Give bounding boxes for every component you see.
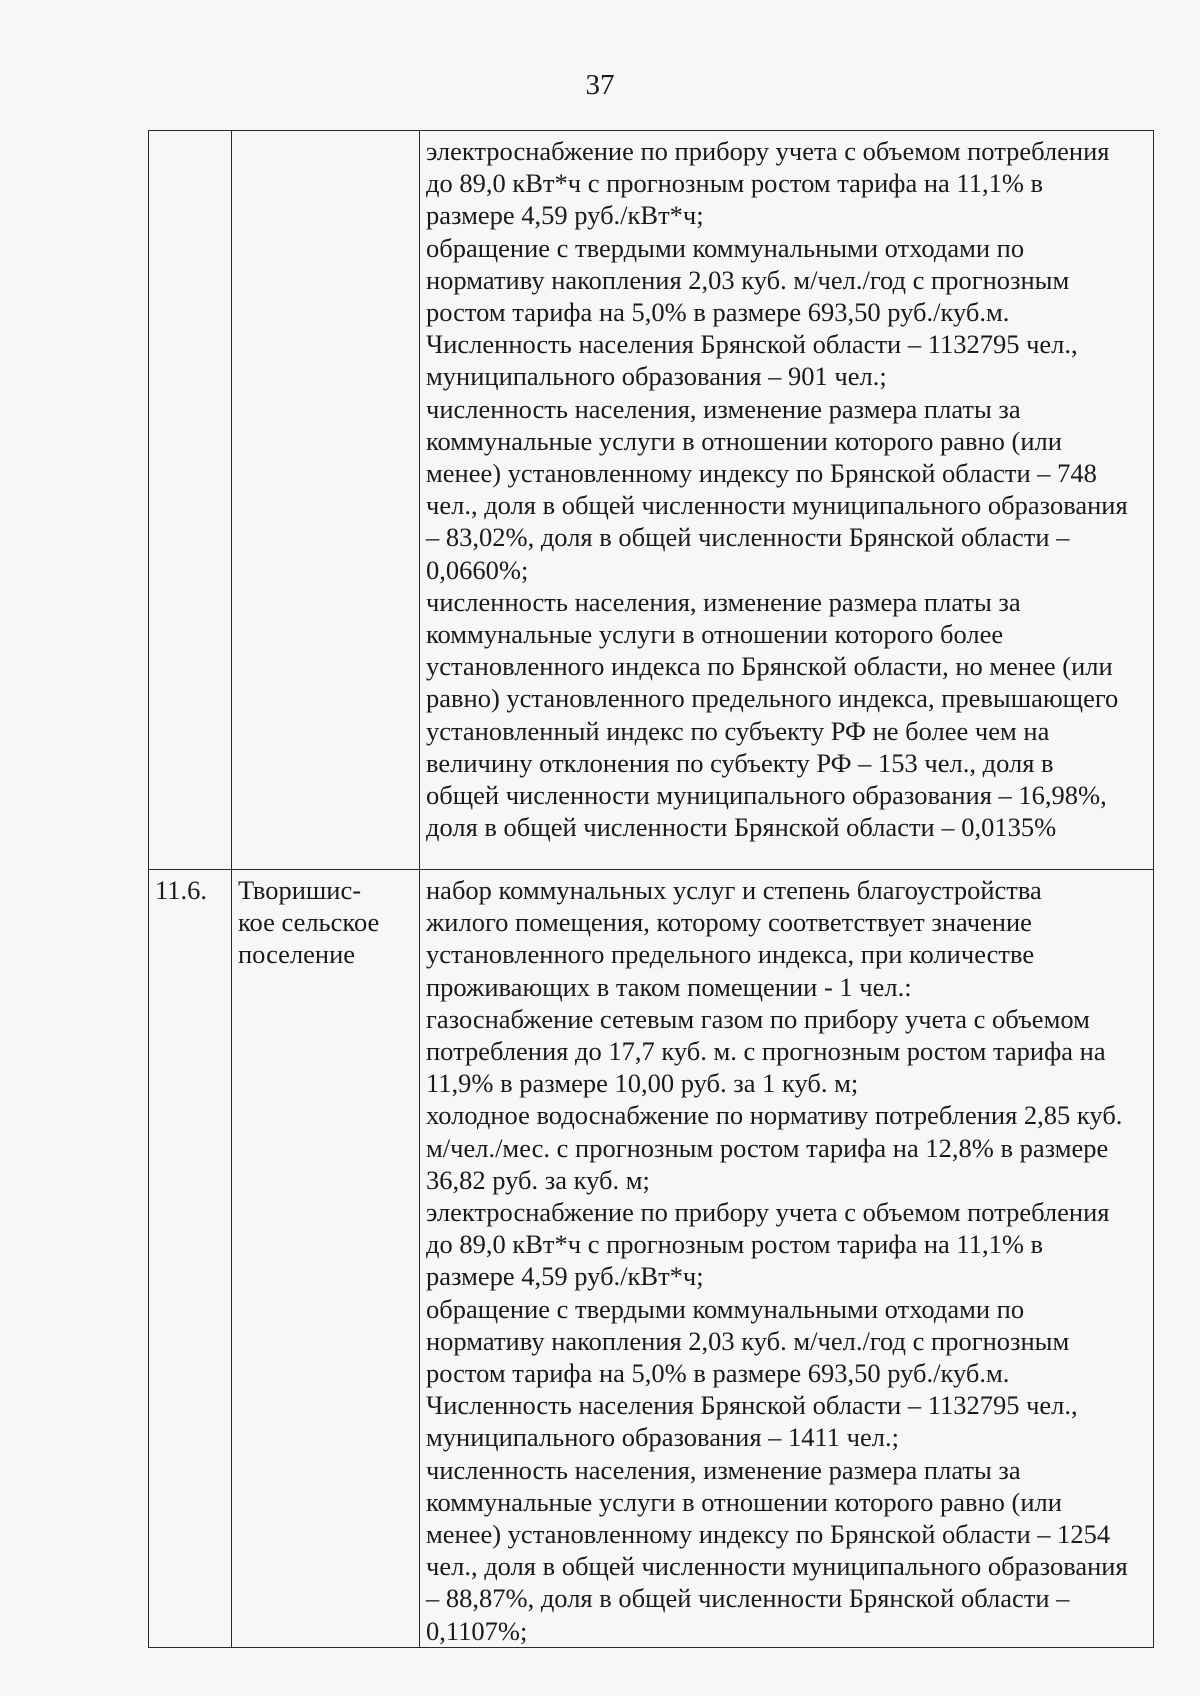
description-line: размере 4,59 руб./кВт*ч; — [426, 1261, 704, 1292]
municipality-name-cell — [232, 870, 420, 1648]
tariff-table — [148, 130, 1154, 1648]
description-line: до 89,0 кВт*ч с прогнозным ростом тарифа на 11,1% в — [426, 168, 1044, 199]
description-line: набор коммунальных услуг и степень благоустройства — [426, 875, 1042, 905]
description-line: газоснабжение сетевым газом по прибору учета с объемом — [426, 1003, 1090, 1034]
description-line: муниципального образования – 901 чел.; — [426, 361, 887, 392]
description-line: равно) установленного предельного индекса, превышающего — [426, 683, 1119, 714]
description-line: 0,0660%; — [426, 554, 529, 585]
description-line: муниципального образования – 1411 чел.; — [426, 1422, 899, 1453]
municipality-name-cell — [232, 131, 420, 870]
description-line: до 89,0 кВт*ч с прогнозным ростом тарифа на 11,1% в — [426, 1229, 1044, 1260]
description-line: обращение с твердыми коммунальными отходами по — [426, 1293, 1025, 1324]
municipality-name-line: кое сельское — [238, 907, 380, 938]
description-line: – 83,02%, доля в общей численности Брянской области – — [426, 522, 1070, 553]
description-line: электроснабжение по прибору учета с объемом потребления — [426, 1197, 1110, 1228]
description-line: ростом тарифа на 5,0% в размере 693,50 руб./куб.м. — [426, 1358, 1010, 1389]
description-line: потребления до 17,7 куб. м. с прогнозным ростом тарифа на — [426, 1036, 1106, 1067]
description-line: величину отклонения по субъекту РФ – 153 чел., доля в — [426, 747, 1054, 778]
table-row — [149, 131, 1154, 870]
description-line: коммунальные услуги в отношении которого более — [426, 619, 1004, 650]
description-line: 36,82 руб. за куб. м; — [426, 1164, 650, 1195]
description-line: доля в общей численности Брянской области – 0,0135% — [426, 812, 1057, 843]
description-line: м/чел./мес. с прогнозным ростом тарифа на 12,8% в размере — [426, 1132, 1109, 1163]
municipality-name-line: поселение — [238, 939, 356, 970]
description-line: чел., доля в общей численности муниципального образования — [426, 490, 1128, 521]
description-line: численность населения, изменение размера платы за — [426, 586, 1021, 617]
description-line: холодное водоснабжение по нормативу потребления 2,85 куб. — [426, 1100, 1123, 1131]
description-line: коммунальные услуги в отношении которого равно (или — [426, 425, 1062, 456]
row-number-cell — [149, 131, 232, 870]
description-line: менее) установленному индексу по Брянской области – 748 — [426, 458, 1097, 489]
description-line: общей численности муниципального образования – 16,98%, — [426, 780, 1107, 811]
description-line: ростом тарифа на 5,0% в размере 693,50 руб./куб.м. — [426, 297, 1010, 328]
description-line: коммунальные услуги в отношении которого равно (или — [426, 1486, 1062, 1517]
description-line: установленного индекса по Брянской области, но менее (или — [426, 651, 1113, 682]
description-line: нормативу накопления 2,03 куб. м/чел./год с прогнозным — [426, 1325, 1070, 1356]
description-line: численность населения, изменение размера платы за — [426, 393, 1021, 424]
description-line: электроснабжение по прибору учета с объемом потребления — [426, 136, 1110, 166]
description-line: обращение с твердыми коммунальными отходами по — [426, 232, 1025, 263]
page-number: 37 — [585, 69, 615, 101]
description-cell — [420, 131, 1154, 870]
description-line: чел., доля в общей численности муниципального образования — [426, 1551, 1128, 1582]
row-number-cell: 11.6. — [149, 870, 232, 1648]
description-line: проживающих в таком помещении - 1 чел.: — [426, 971, 912, 1002]
description-line: нормативу накопления 2,03 куб. м/чел./год с прогнозным — [426, 264, 1070, 295]
description-line: установленный индекс по субъекту РФ не более чем на — [426, 715, 1050, 746]
table-row — [149, 870, 1154, 1648]
description-line: 11,9% в размере 10,00 руб. за 1 куб. м; — [426, 1068, 859, 1099]
description-line: Численность населения Брянской области – 1132795 чел., — [426, 1390, 1078, 1421]
description-line: численность населения, изменение размера платы за — [426, 1454, 1021, 1485]
municipality-name-line: Творишис- — [238, 875, 362, 905]
description-line: Численность населения Брянской области – 1132795 чел., — [426, 329, 1078, 360]
description-line: – 88,87%, доля в общей численности Брянской области – — [426, 1583, 1070, 1614]
description-line: размере 4,59 руб./кВт*ч; — [426, 200, 704, 231]
description-line: 0,1107%; — [426, 1615, 528, 1646]
description-line: установленного предельного индекса, при количестве — [426, 939, 1035, 970]
description-cell — [420, 870, 1154, 1648]
description-line: менее) установленному индексу по Брянской области – 1254 — [426, 1519, 1111, 1550]
description-line: жилого помещения, которому соответствует значение — [426, 907, 1032, 938]
